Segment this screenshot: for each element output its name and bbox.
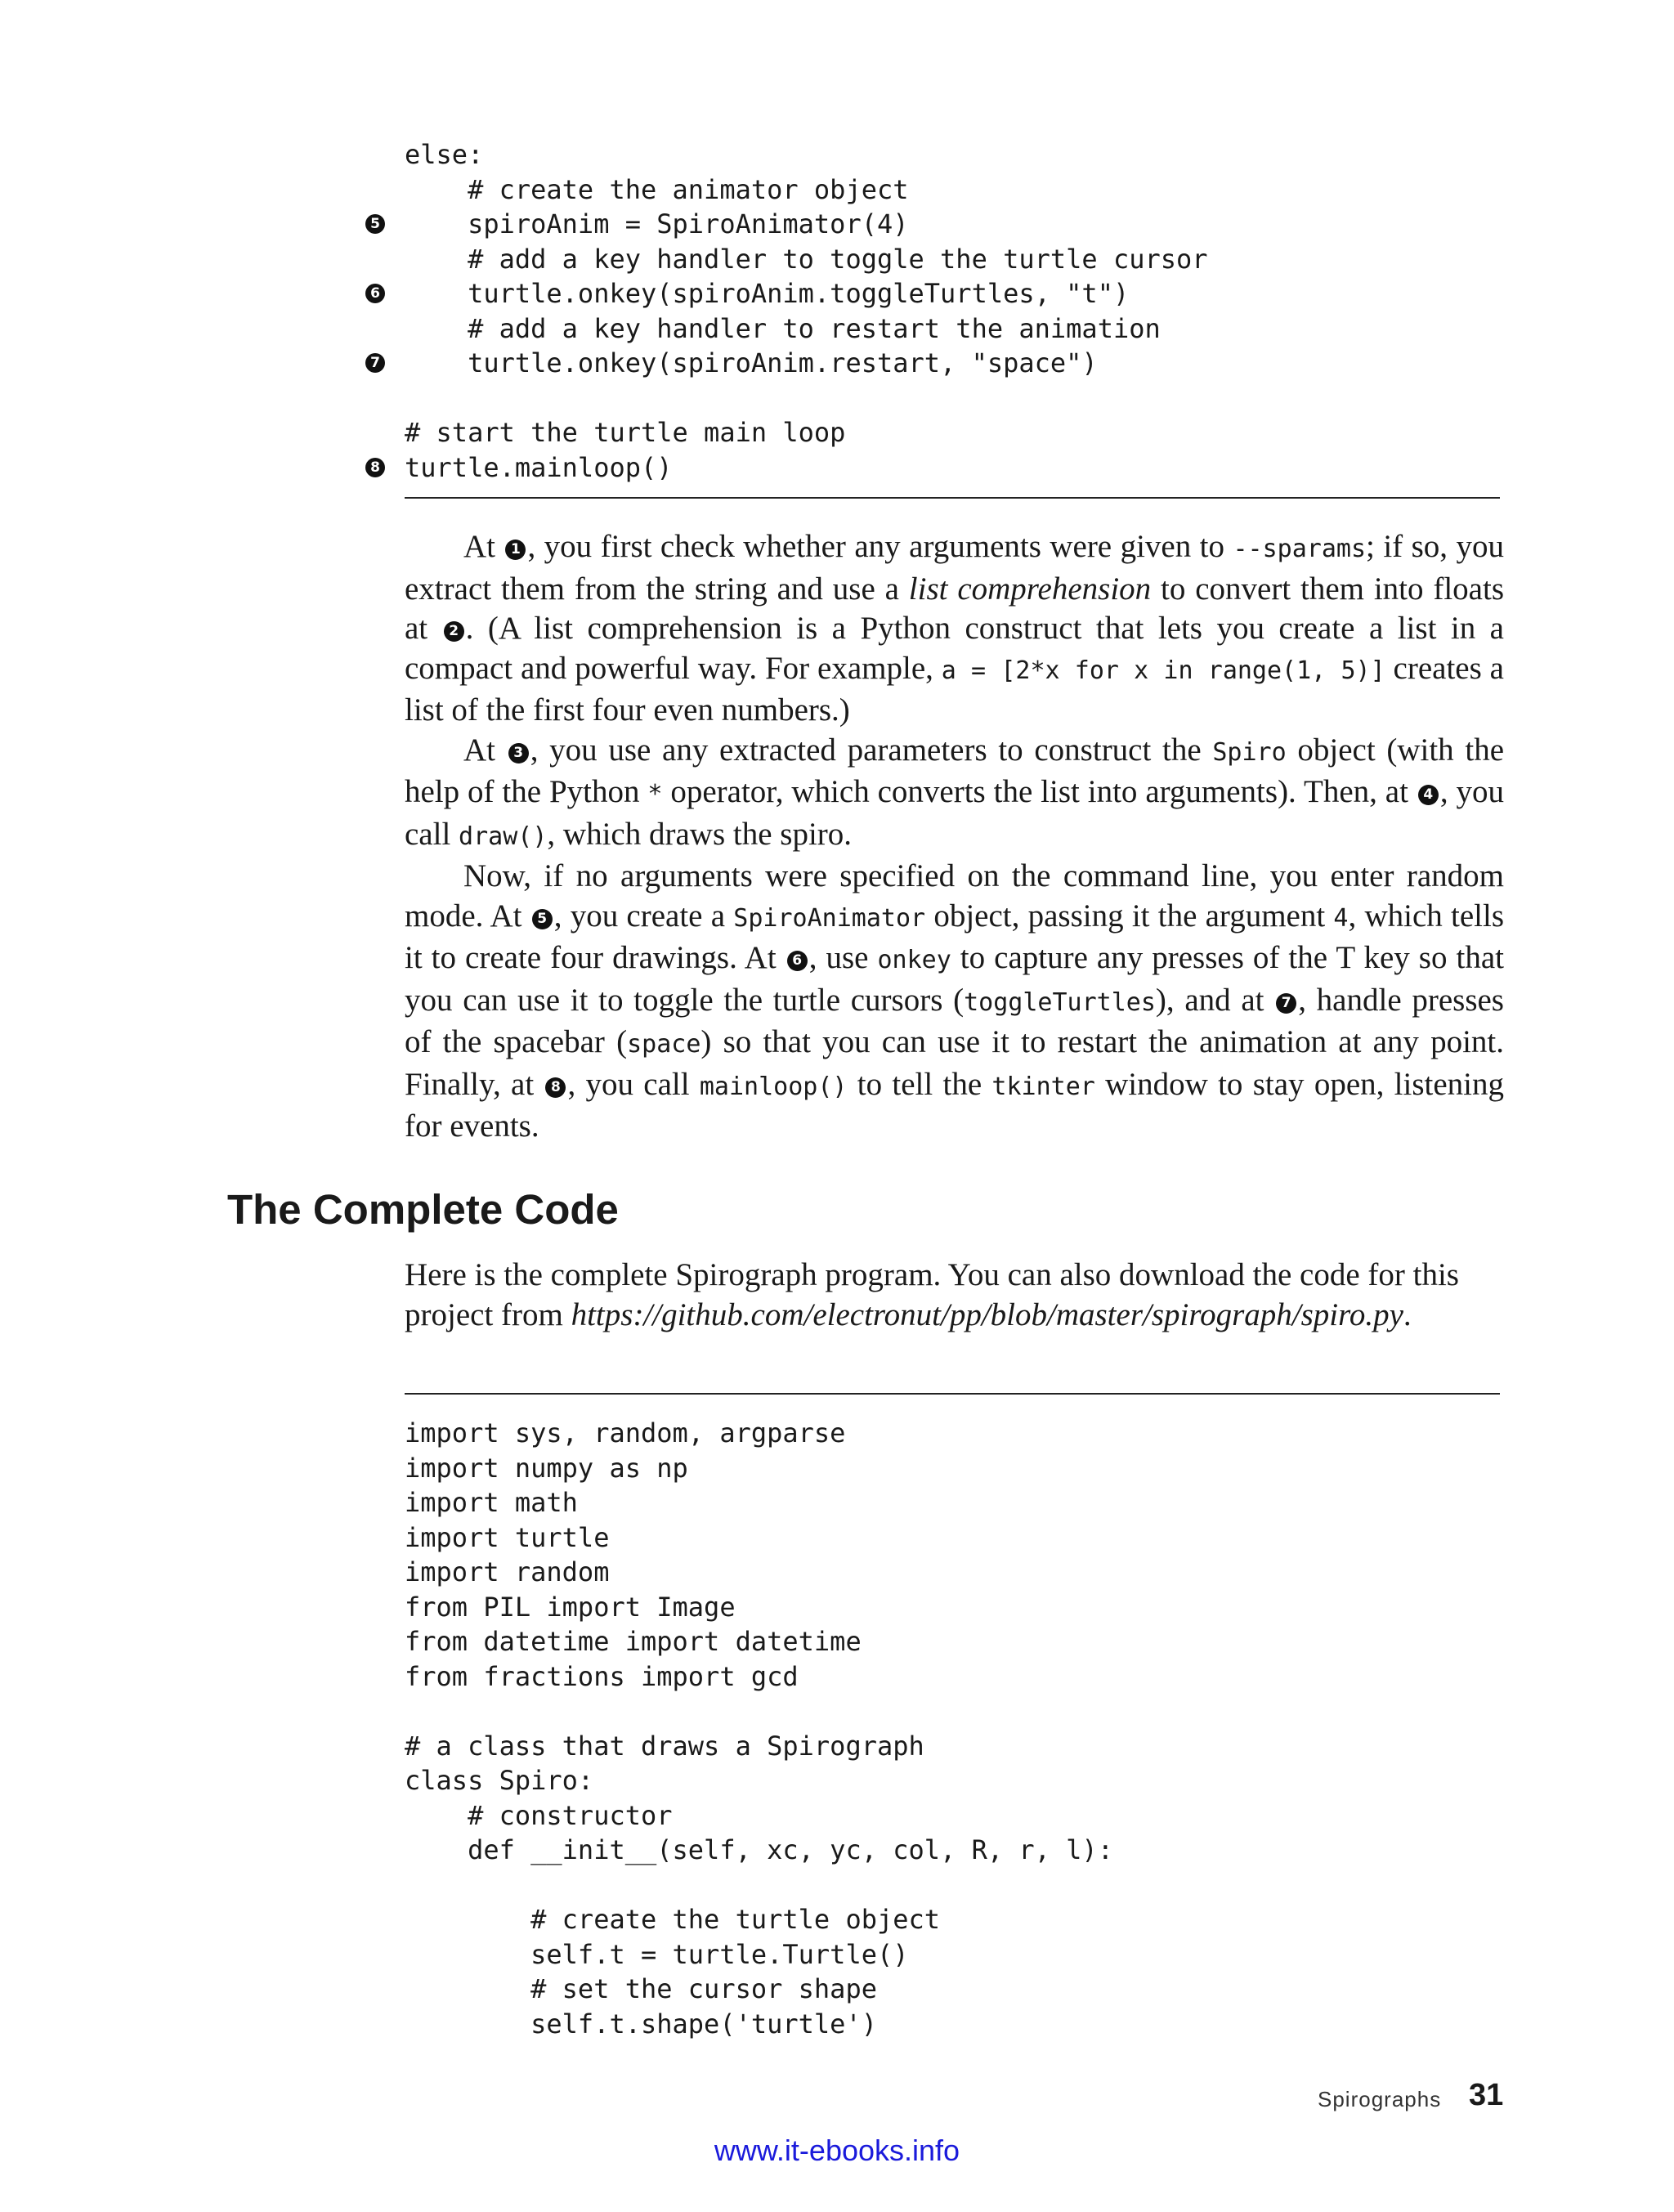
code-text: turtle.mainloop(): [405, 451, 673, 483]
divider: [405, 497, 1500, 499]
code-line: self.t = turtle.Turtle(): [405, 1938, 909, 1970]
code-line: def __init__(self, xc, yc, col, R, r, l):: [405, 1834, 1113, 1865]
callout-marker-icon: 8: [545, 1077, 566, 1098]
inline-code: *: [647, 780, 663, 808]
code-line: [405, 137, 1500, 172]
paragraph: At 1 , you first check whether any arguments were given to --sparams; if so, you extract them from the string and use a list comprehension to convert them into floats at 2 . (A list comprehension is a Python construct that lets you create a list in a compact and powerful way. For example, a = [2*x for x in range(1, 5)] creates a list of the first four even numbers.): [405, 529, 1505, 728]
code-line: [405, 311, 1500, 347]
code-text: spiroAnim = SpiroAnimator(4): [405, 208, 909, 240]
paragraph: At 3 , you use any extracted parameters to construct the Spiro object (with the help of the Python * operator, which converts the list into arguments). Then, at 4 , you call draw(), which draws the spiro.: [405, 732, 1505, 852]
code-line: [370, 276, 1500, 311]
code-line: self.t.shape('turtle'): [405, 2008, 877, 2040]
url-link[interactable]: https://github.com/electronut/pp/blob/master/spirograph/spiro.py: [571, 1296, 1403, 1332]
inline-code: SpiroAnimator: [733, 903, 926, 933]
callout-marker-icon: 7: [365, 353, 385, 373]
code-line: from PIL import Image: [405, 1591, 736, 1623]
code-text: turtle.onkey(spiroAnim.restart, "space"): [405, 347, 1098, 378]
callout-marker-icon: 4: [1418, 785, 1439, 805]
code-text: turtle.onkey(spiroAnim.toggleTurtles, "t"): [405, 278, 1130, 309]
intro-paragraph: Here is the complete Spirograph program. You can also download the code for this project from https://github.com/electronut/pp/blob/master/spirograph/spiro.py.: [405, 1257, 1459, 1332]
code-line: [370, 346, 1500, 381]
code-line: # set the cursor shape: [405, 1973, 877, 2004]
inline-code: 4: [1333, 903, 1349, 933]
inline-code: draw(): [459, 822, 548, 851]
code-text: # add a key handler to toggle the turtle cursor: [405, 243, 1208, 275]
page-number: 31: [1469, 2078, 1504, 2112]
code-line: import random: [405, 1556, 610, 1587]
code-line: # a class that draws a Spirograph: [405, 1730, 924, 1762]
code-text: # create the animator object: [405, 173, 909, 205]
callout-marker-icon: 1: [505, 540, 526, 560]
code-line: [405, 1868, 1500, 1903]
code-text: # add a key handler to restart the animation: [405, 312, 1161, 344]
inline-code: Spiro: [1212, 737, 1287, 767]
callout-marker-icon: 5: [532, 909, 553, 929]
callout-marker-icon: 6: [365, 284, 385, 303]
inline-code: onkey: [877, 946, 951, 974]
callout-marker-icon: 3: [508, 743, 529, 763]
inline-code: a = [2*x for x in range(1, 5)]: [941, 656, 1385, 685]
code-line: from datetime import datetime: [405, 1626, 862, 1657]
divider: [405, 1393, 1500, 1395]
code-line: # constructor: [405, 1799, 673, 1831]
code-line: import turtle: [405, 1521, 610, 1553]
code-line: [370, 207, 1500, 242]
code-text: else:: [405, 139, 484, 170]
inline-code: toggleTurtles: [964, 987, 1156, 1017]
code-listing-top: [370, 137, 1500, 485]
code-line: import sys, random, argparse: [405, 1417, 846, 1449]
callout-marker-icon: 2: [444, 621, 464, 642]
code-text: # start the turtle main loop: [405, 417, 846, 448]
code-line: # create the turtle object: [405, 1904, 941, 1935]
watermark-link[interactable]: www.it-ebooks.info: [714, 2134, 960, 2167]
paragraph: Now, if no arguments were specified on the command line, you enter random mode. At 5 , you create a SpiroAnimator object, passing it the argument 4, which tells it to create four drawings. At 6 , use onkey to capture any presses of the T key so that you can use it to toggle the turtle cursors (toggleTurtles), and at 7 , handle presses of the spacebar (space) so that you can use it to restart the animation at any point. Finally, at 8 , you call mainloop() to tell the tkinter window to stay open, listening for events.: [405, 858, 1505, 1144]
code-listing-main: [405, 1416, 1500, 2041]
callout-marker-icon: 8: [365, 458, 385, 477]
code-line: [405, 172, 1500, 208]
emphasis: list comprehension: [908, 571, 1152, 607]
code-line: class Spiro:: [405, 1765, 594, 1796]
code-line: import numpy as np: [405, 1452, 688, 1484]
code-line: import math: [405, 1487, 578, 1518]
code-line: [405, 381, 1500, 416]
code-line: from fractions import gcd: [405, 1660, 799, 1692]
section-heading: The Complete Code: [227, 1186, 619, 1233]
callout-marker-icon: 6: [787, 951, 808, 971]
inline-code: tkinter: [991, 1072, 1095, 1101]
inline-code: space: [627, 1030, 701, 1059]
callout-marker-icon: 5: [365, 214, 385, 234]
body-text: [405, 527, 1504, 1147]
inline-code: --sparams: [1233, 535, 1367, 563]
callout-marker-icon: 7: [1276, 993, 1296, 1014]
running-footer-section: Spirographs: [1318, 2087, 1442, 2111]
code-line: [405, 415, 1500, 450]
inline-code: mainloop(): [699, 1072, 848, 1101]
code-line: [370, 450, 1500, 486]
code-line: [405, 242, 1500, 277]
code-line: [405, 1694, 1500, 1729]
